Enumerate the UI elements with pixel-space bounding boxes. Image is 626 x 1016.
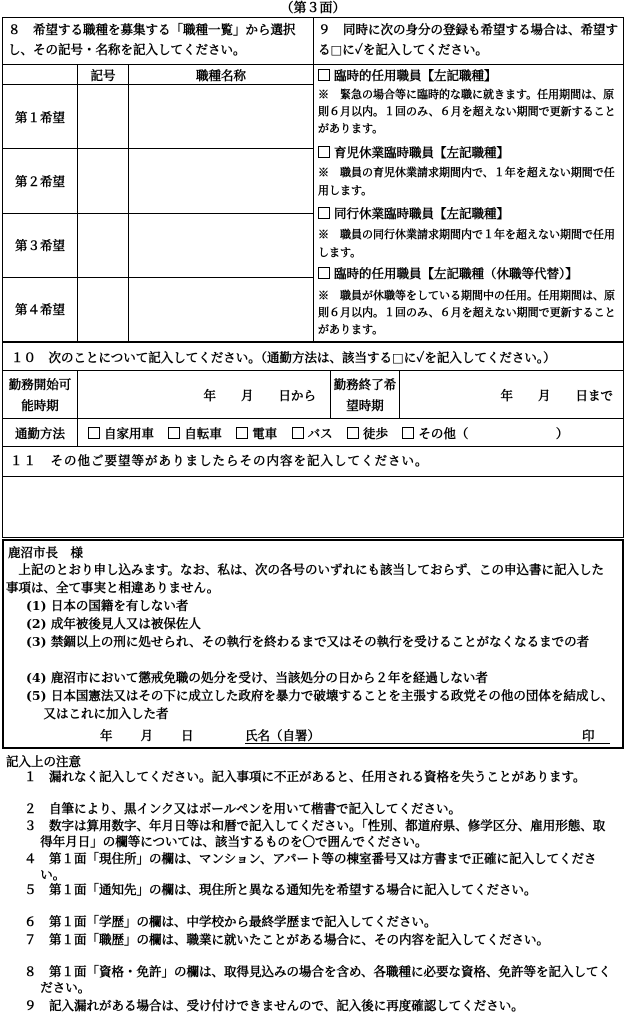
choice-2-name[interactable]: [129, 149, 314, 213]
choice-1-name[interactable]: [129, 85, 314, 149]
note-4: ４ 第１面「現住所」の欄は、マンション、アパート等の棟室番号又は方書まで正確に記入してください。: [24, 851, 597, 882]
note-2: ２ 自筆により、黒インク又はボールペンを用いて楷書で記入してください。: [24, 801, 462, 816]
option-2-label: 育児休業臨時職員【左記職種】: [334, 145, 510, 160]
commute-walk-label: 徒歩: [363, 425, 389, 441]
commute-bus-label: バス: [307, 425, 333, 441]
option-1-label: 臨時的任用職員【左記職種】: [334, 68, 497, 83]
option-3-label: 同行休業臨時職員【左記職種】: [334, 206, 510, 221]
checkbox-icon[interactable]: [236, 427, 248, 439]
declaration-item-1: (1) 日本の国籍を有しない者: [26, 598, 189, 613]
signature-line[interactable]: [245, 743, 610, 744]
end-label: 勤務終了希望時期: [331, 371, 400, 419]
commute-car[interactable]: [88, 426, 154, 441]
section-10-title: １０ 次のことについて記入してください。（通勤方法は、該当する□に✓を記入してください。）: [3, 343, 624, 371]
choice-2-code[interactable]: [78, 149, 129, 213]
choice-4-name[interactable]: [129, 277, 314, 341]
option-3-note: ※ 職員の同行休業請求期間内で１年を超えない期間で任用します。: [318, 228, 615, 259]
checkbox-icon[interactable]: [88, 427, 100, 439]
addressee: 鹿沼市長 様: [8, 545, 84, 560]
commute-other[interactable]: [402, 426, 568, 441]
checkbox-icon[interactable]: [402, 427, 414, 439]
checkbox-icon[interactable]: [318, 207, 330, 219]
checkbox-icon[interactable]: [292, 427, 304, 439]
notes-title: 記入上の注意: [6, 754, 82, 769]
checkbox-icon[interactable]: [318, 267, 330, 279]
commute-train[interactable]: [236, 426, 277, 441]
checkbox-icon[interactable]: [168, 427, 180, 439]
checkbox-icon[interactable]: [318, 146, 330, 158]
option-2[interactable]: [318, 144, 620, 161]
declaration-item-3: (3) 禁錮以上の刑に処せられ、その執行を終わるまで又はその執行を受けることがなくなるまでの者: [26, 634, 590, 649]
section-10: [2, 342, 624, 447]
note-5: ５ 第１面「通知先」の欄は、現住所と異なる通知先を希望する場合に記入してください。: [24, 882, 537, 897]
declaration-item-5: (5) 日本国憲法又はその下に成立した政府を暴力で破壊することを主張する政党その他の団体を結成し、又はこれに加入した者: [26, 688, 614, 721]
note-1: １ 漏れなく記入してください。記入事項に不正があると、任用される資格を失うことがあります。: [24, 769, 586, 784]
divider: [314, 64, 624, 65]
commute-walk[interactable]: [347, 426, 388, 441]
checkbox-icon[interactable]: [318, 69, 330, 81]
choice-1-code[interactable]: [78, 85, 129, 149]
note-7: ７ 第１面「職歴」の欄は、職業に就いたことがある場合に、その内容を記入してください。: [24, 932, 550, 947]
declaration-intro: 上記のとおり申し込みます。なお、私は、次の各号のいずれにも該当しておらず、この申込書に記入した事項は、全て事実と相違ありません。: [6, 562, 605, 595]
option-4-note: ※ 職員が休職等をしている期間中の任用。任用期間は、原則６月以内。１回のみ、６月を超えない期間で更新することがあります。: [318, 289, 616, 336]
col-code: 記号: [78, 65, 129, 85]
commute-other-label: その他（ ）: [418, 425, 569, 441]
option-4[interactable]: [318, 265, 620, 282]
declaration-item-2: (2) 成年被後見人又は被保佐人: [26, 616, 201, 631]
signature-label: 氏名（自署）: [245, 728, 321, 743]
choice-3-name[interactable]: [129, 213, 314, 277]
option-4-label: 臨時的任用職員【左記職種（休職等代替）】: [334, 266, 578, 281]
section-11-title: １１ その他ご要望等がありましたらその内容を記入してください。: [10, 453, 429, 468]
declaration-item-4: (4) 鹿沼市において懲戒免職の処分を受け、当該処分の日から２年を経過しない者: [26, 670, 488, 685]
commute-label: 通勤方法: [3, 419, 78, 447]
start-value[interactable]: 年 月 日から: [78, 371, 331, 419]
declaration-date[interactable]: 年 月 日: [100, 728, 195, 743]
end-value[interactable]: 年 月 日まで: [400, 371, 624, 419]
seal-mark: 印: [582, 728, 595, 743]
section-9-title: ９ 同時に次の身分の登録も希望する場合は、希望する□に✓を記入してください。: [318, 22, 619, 57]
choice-3-code[interactable]: [78, 213, 129, 277]
option-1[interactable]: [318, 67, 620, 84]
section-8-title: ８ 希望する職種を募集する「職種一覧」から選択し、その記号・名称を記入してください。: [8, 22, 296, 57]
page-label: （第３面）: [280, 1, 346, 16]
choice-1-label: 第１希望: [3, 85, 78, 149]
commute-bicycle[interactable]: [168, 426, 222, 441]
note-8: ８ 第１面「資格・免許」の欄は、取得見込みの場合を含め、各職種に必要な資格、免許等を記入してください。: [24, 964, 612, 995]
commute-train-label: 電車: [252, 425, 278, 441]
col-name: 職種名称: [129, 65, 314, 85]
commute-bicycle-label: 自転車: [184, 425, 222, 441]
note-6: ６ 第１面「学歴」の欄は、中学校から最終学歴まで記入してください。: [24, 914, 437, 929]
commute-car-label: 自家用車: [104, 425, 155, 441]
divider: [2, 476, 624, 477]
choice-3-label: 第３希望: [3, 213, 78, 277]
start-label: 勤務開始可能時期: [3, 371, 78, 419]
option-1-note: ※ 緊急の場合等に臨時的な職に就きます。任用期間は、原則６月以内。１回のみ、６月を超えない期間で更新することがあります。: [318, 88, 616, 135]
choice-table: [2, 64, 314, 342]
choice-2-label: 第２希望: [3, 149, 78, 213]
commute-bus[interactable]: [292, 426, 333, 441]
choice-4-label: 第４希望: [3, 277, 78, 341]
option-3[interactable]: [318, 205, 620, 222]
note-9: ９ 記入漏れがある場合は、受け付けできませんので、記入後に再度確認してください。: [24, 998, 524, 1013]
checkbox-icon[interactable]: [347, 427, 359, 439]
commute-options: [78, 419, 624, 447]
note-3: ３ 数字は算用数字、年月日等は和暦で記入してください。「性別、都道府県、修学区分、雇用形態、取得年月日」の欄等については、該当するものを〇で囲んでください。: [24, 818, 606, 849]
choice-4-code[interactable]: [78, 277, 129, 341]
option-2-note: ※ 職員の育児休業請求期間内で、１年を超えない期間で任用します。: [318, 166, 615, 197]
